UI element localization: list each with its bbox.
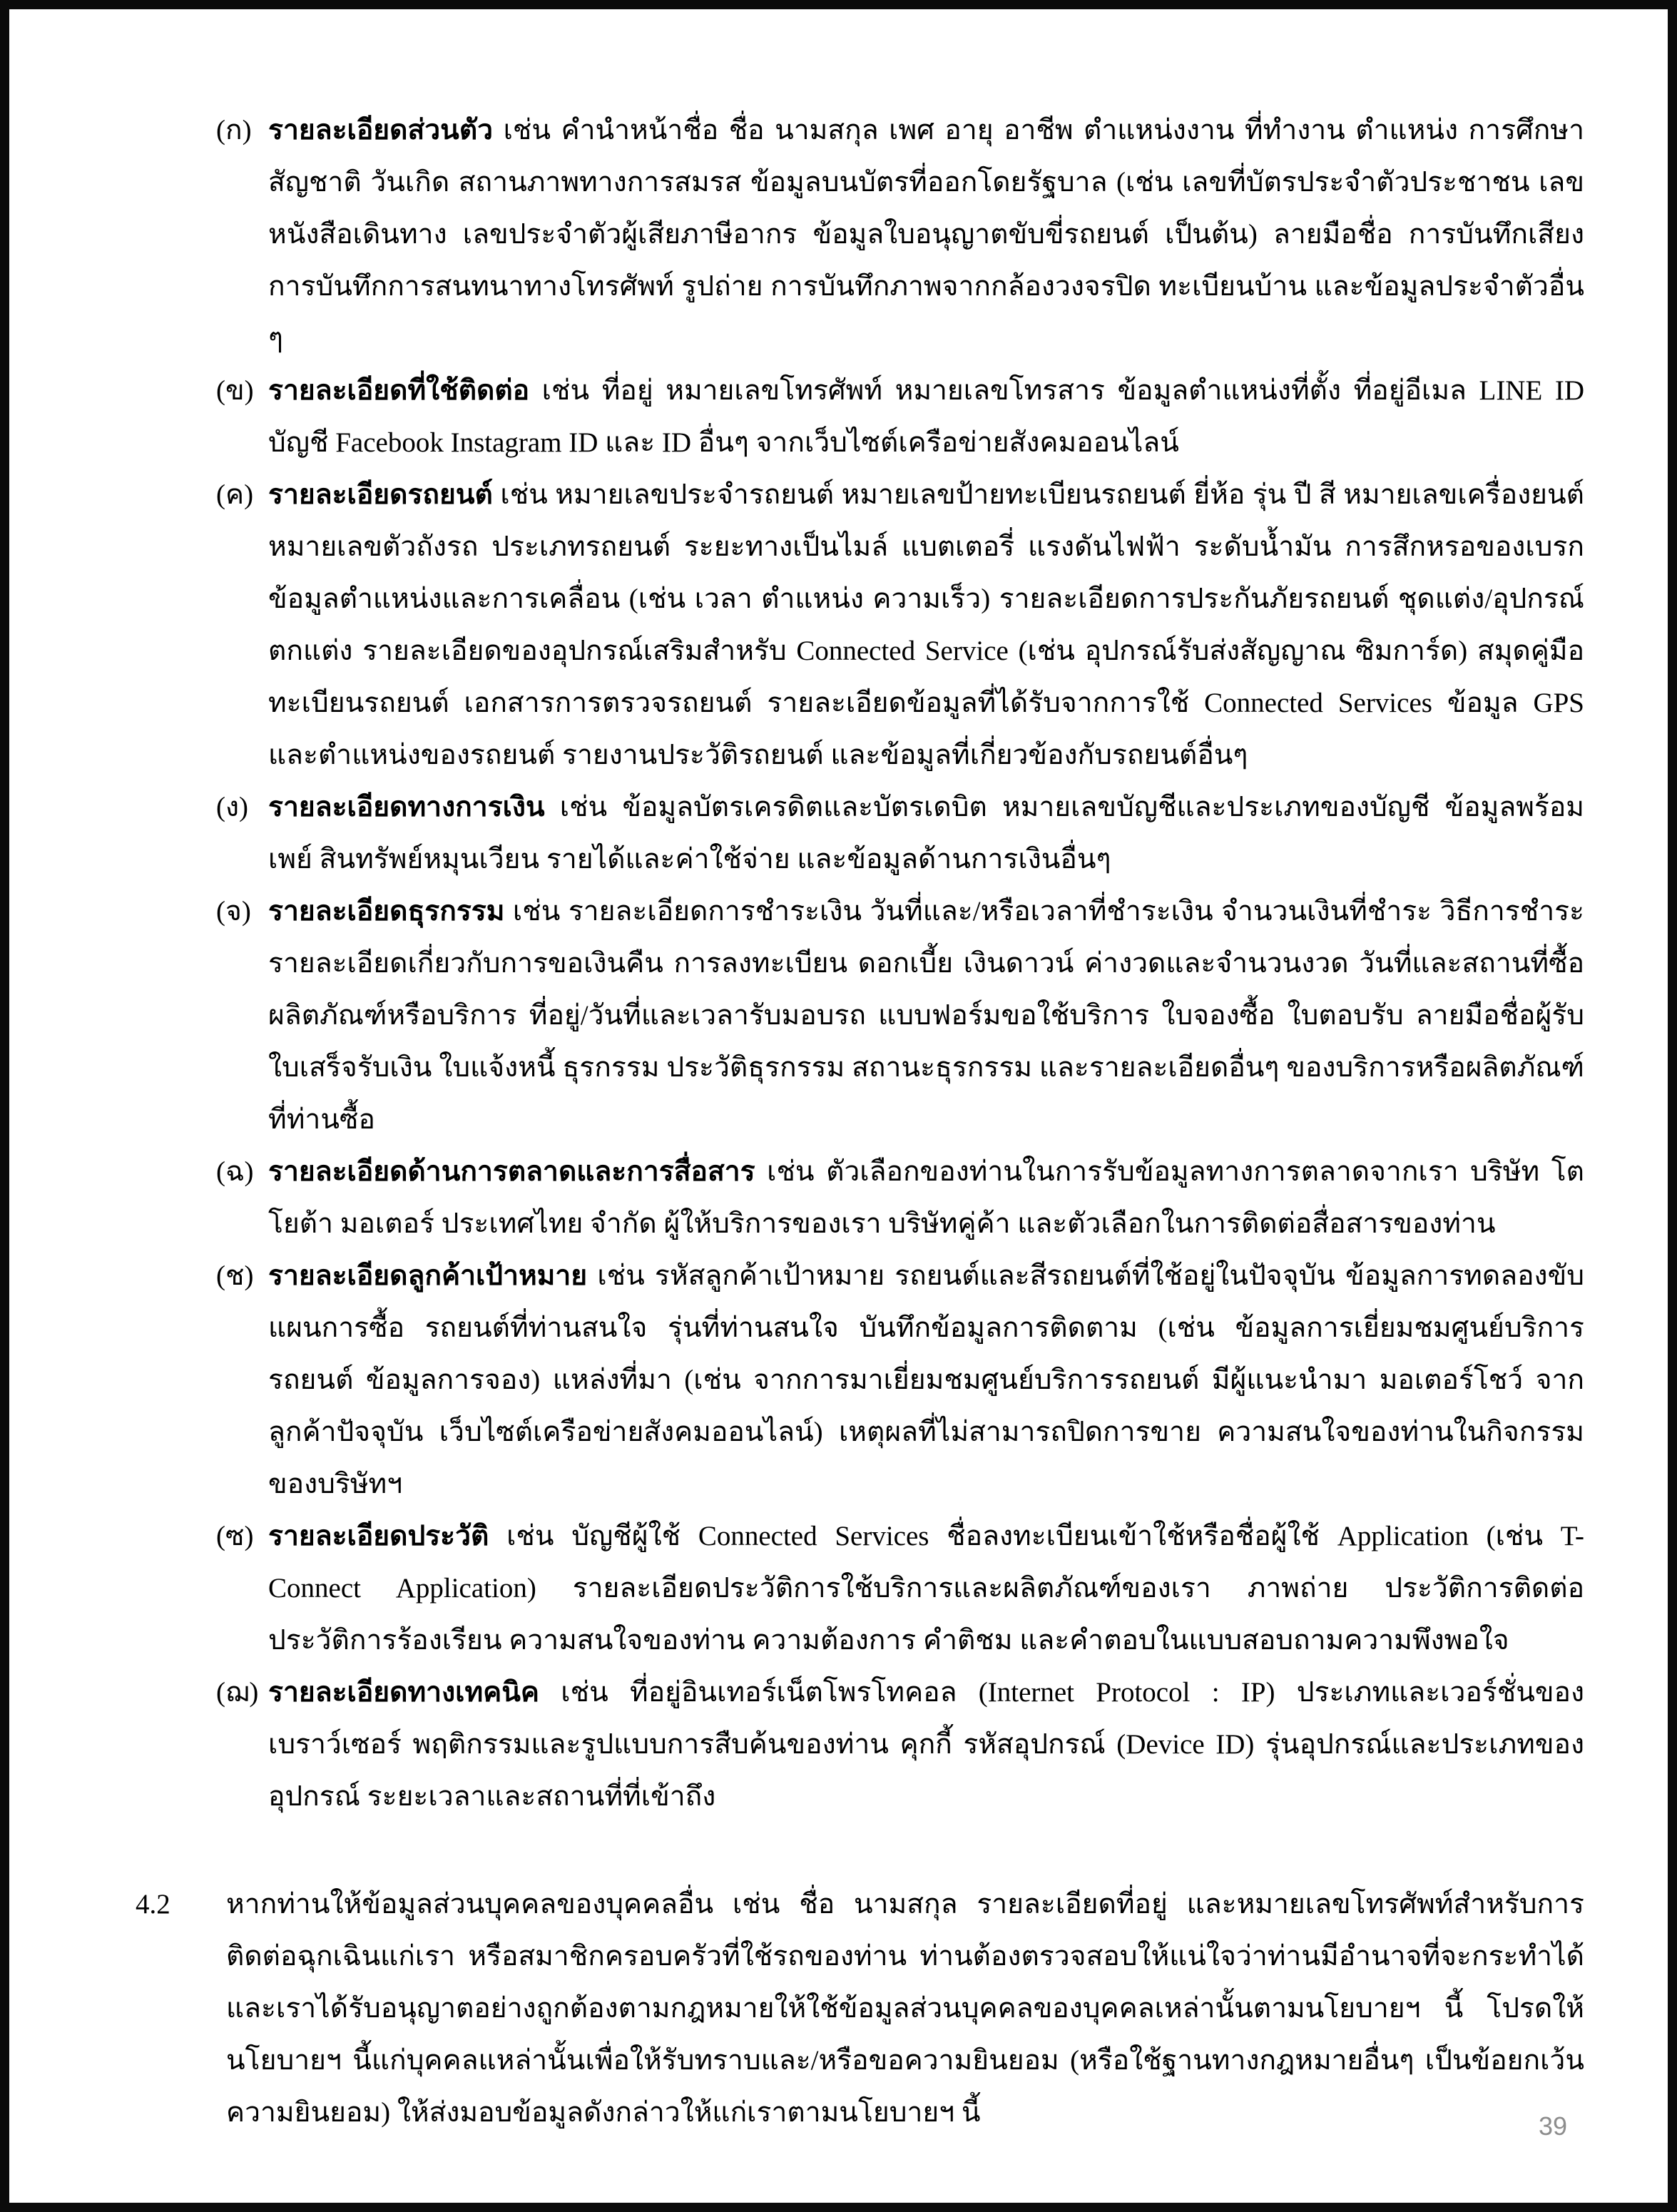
item-marker: (ฌ): [216, 1677, 259, 1708]
item-body: [268, 365, 1584, 469]
section-number: 4.2: [136, 1889, 170, 1920]
item-body: [268, 469, 1584, 781]
page-number: 39: [1538, 2111, 1567, 2141]
item-title: รายละเอียดส่วนตัว: [268, 115, 494, 146]
item-marker: (จ): [216, 896, 251, 927]
item-title: รายละเอียดลูกค้าเป้าหมาย: [268, 1260, 588, 1291]
item-text: เช่น ที่อยู่อินเทอร์เน็ตโพรโทคอล (Internet Protocol : IP) ประเภทและเวอร์ชั่นของเบราว์เซอร์ พฤติกรรมและรูปแบบการสืบค้นของท่าน คุกกี้ รหัสอุปกรณ์ (Device ID) รุ่นอุปกรณ์และประเภทของอุปกรณ์ ระยะเวลาและสถานที่ที่เข้าถึง: [268, 1677, 1584, 1812]
item-marker: (ข): [216, 375, 254, 406]
item-text: เช่น คำนำหน้าชื่อ ชื่อ นามสกุล เพศ อายุ อาชีพ ตำแหน่งงาน ที่ทำงาน ตำแหน่ง การศึกษา สัญชาติ วันเกิด สถานภาพทางการสมรส ข้อมูลบนบัตรที่ออกโดยรัฐบาล (เช่น เลขที่บัตรประจำตัวประชาชน เลขหนังสือเดินทาง เลขประจำตัวผู้เสียภาษีอากร ข้อมูลใบอนุญาตขับขี่รถยนต์ เป็นต้น) ลายมือชื่อ การบันทึกเสียง การบันทึกการสนทนาทางโทรศัพท์ รูปถ่าย การบันทึกภาพจากกล้องวงจรปิด ทะเบียนบ้าน และข้อมูลประจำตัวอื่น ๆ: [268, 115, 1584, 354]
item-body: [268, 1250, 1584, 1510]
item-body: [268, 1146, 1584, 1250]
item-marker: (ก): [216, 115, 252, 146]
item-text: เช่น ที่อยู่ หมายเลขโทรศัพท์ หมายเลขโทรสาร ข้อมูลตำแหน่งที่ตั้ง ที่อยู่อีเมล LINE ID บัญชี Facebook Instagram ID และ ID อื่นๆ จากเว็บไซต์เครือข่ายสังคมออนไลน์: [268, 375, 1584, 458]
item-text: เช่น รายละเอียดการชำระเงิน วันที่และ/หรือเวลาที่ชำระเงิน จำนวนเงินที่ชำระ วิธีการชำระ รายละเอียดเกี่ยวกับการขอเงินคืน การลงทะเบียน ดอกเบี้ย เงินดาวน์ ค่างวดและจำนวนงวด วันที่และสถานที่ซื้อผลิตภัณฑ์หรือบริการ ที่อยู่/วันที่และเวลารับมอบรถ แบบฟอร์มขอใช้บริการ ใบจองซื้อ ใบตอบรับ ลายมือชื่อผู้รับ ใบเสร็จรับเงิน ใบแจ้งหนี้ ธุรกรรม ประวัติธุรกรรม สถานะธุรกรรม และรายละเอียดอื่นๆ ของบริการหรือผลิตภัณฑ์ที่ท่านซื้อ: [268, 896, 1584, 1135]
item-body: [268, 104, 1584, 365]
item-text: เช่น ข้อมูลบัตรเครดิตและบัตรเดบิต หมายเลขบัญชีและประเภทของบัญชี ข้อมูลพร้อมเพย์ สินทรัพย์หมุนเวียน รายได้และค่าใช้จ่าย และข้อมูลด้านการเงินอื่นๆ: [268, 792, 1585, 875]
item-marker: (ง): [216, 792, 249, 822]
item-body: [268, 1666, 1584, 1823]
item-marker: (ช): [216, 1260, 254, 1291]
list-item: [136, 1666, 1584, 1823]
item-body: [268, 885, 1584, 1146]
item-text: เช่น บัญชีผู้ใช้ Connected Services ชื่อลงทะเบียนเข้าใช้หรือชื่อผู้ใช้ Application (เช่น T-Connect Application) รายละเอียดประวัติการใช้บริการและผลิตภัณฑ์ของเรา ภาพถ่าย ประวัติการติดต่อ ประวัติการร้องเรียน ความสนใจของท่าน ความต้องการ คำติชม และคำตอบในแบบสอบถามความพึงพอใจ: [268, 1521, 1584, 1656]
list-item: [136, 365, 1584, 469]
personal-data-list: [136, 104, 1584, 1823]
item-body: [268, 1510, 1584, 1666]
section-4-2: [136, 1878, 1584, 2139]
item-text: เช่น ตัวเลือกของท่านในการรับข้อมูลทางการตลาดจากเรา บริษัท โตโยต้า มอเตอร์ ประเทศไทย จำกัด ผู้ให้บริการของเรา บริษัทคู่ค้า และตัวเลือกในการติดต่อสื่อสารของท่าน: [268, 1156, 1584, 1239]
item-marker: (ค): [216, 479, 254, 510]
item-title: รายละเอียดที่ใช้ติดต่อ: [268, 375, 530, 406]
list-item: [136, 1146, 1584, 1250]
item-marker: (ฉ): [216, 1156, 254, 1187]
list-item: [136, 1510, 1584, 1666]
item-marker: (ซ): [216, 1521, 254, 1551]
item-title: รายละเอียดประวัติ: [268, 1521, 489, 1551]
list-item: [136, 104, 1584, 365]
item-title: รายละเอียดธุรกรรม: [268, 896, 505, 927]
list-item: [136, 1250, 1584, 1510]
list-item: [136, 885, 1584, 1146]
list-item: [136, 781, 1584, 885]
item-body: [268, 781, 1584, 885]
item-text: เช่น หมายเลขประจำรถยนต์ หมายเลขป้ายทะเบียนรถยนต์ ยี่ห้อ รุ่น ปี สี หมายเลขเครื่องยนต์ หมายเลขตัวถังรถ ประเภทรถยนต์ ระยะทางเป็นไมล์ แบตเตอรี่ แรงดันไฟฟ้า ระดับน้ำมัน การสึกหรอของเบรก ข้อมูลตำแหน่งและการเคลื่อน (เช่น เวลา ตำแหน่ง ความเร็ว) รายละเอียดการประกันภัยรถยนต์ ชุดแต่ง/อุปกรณ์ตกแต่ง รายละเอียดของอุปกรณ์เสริมสำหรับ Connected Service (เช่น อุปกรณ์รับส่งสัญญาณ ซิมการ์ด) สมุดคู่มือทะเบียนรถยนต์ เอกสารการตรวจรถยนต์ รายละเอียดข้อมูลที่ได้รับจากการใช้ Connected Services ข้อมูล GPS และตำแหน่งของรถยนต์ รายงานประวัติรถยนต์ และข้อมูลที่เกี่ยวข้องกับรถยนต์อื่นๆ: [268, 479, 1584, 770]
item-title: รายละเอียดทางเทคนิค: [268, 1677, 540, 1708]
item-text: เช่น รหัสลูกค้าเป้าหมาย รถยนต์และสีรถยนต์ที่ใช้อยู่ในปัจจุบัน ข้อมูลการทดลองขับ แผนการซื้อ รถยนต์ที่ท่านสนใจ รุ่นที่ท่านสนใจ บันทึกข้อมูลการติดตาม (เช่น ข้อมูลการเยี่ยมชมศูนย์บริการรถยนต์ ข้อมูลการจอง) แหล่งที่มา (เช่น จากการมาเยี่ยมชมศูนย์บริการรถยนต์ มีผู้แนะนำมา มอเตอร์โชว์ จากลูกค้าปัจจุบัน เว็บไซต์เครือข่ายสังคมออนไลน์) เหตุผลที่ไม่สามารถปิดการขาย ความสนใจของท่านในกิจกรรมของบริษัทฯ: [268, 1260, 1585, 1499]
list-item: [136, 469, 1584, 781]
item-title: รายละเอียดด้านการตลาดและการสื่อสาร: [268, 1156, 755, 1187]
page-content: [136, 104, 1584, 2139]
item-title: รายละเอียดทางการเงิน: [268, 792, 545, 822]
item-title: รายละเอียดรถยนต์: [268, 479, 493, 510]
section-text: หากท่านให้ข้อมูลส่วนบุคคลของบุคคลอื่น เช่น ชื่อ นามสกุล รายละเอียดที่อยู่ และหมายเลขโทรศัพท์สำหรับการติดต่อฉุกเฉินแก่เรา หรือสมาชิกครอบครัวที่ใช้รถของท่าน ท่านต้องตรวจสอบให้แน่ใจว่าท่านมีอำนาจที่จะกระทำได้และเราได้รับอนุญาตอย่างถูกต้องตามกฎหมายให้ใช้ข้อมูลส่วนบุคคลของบุคคลเหล่านั้นตามนโยบายฯ นี้ โปรดให้นโยบายฯ นี้แก่บุคคลแหล่านั้นเพื่อให้รับทราบและ/หรือขอความยินยอม (หรือใช้ฐานทางกฎหมายอื่นๆ เป็นข้อยกเว้นความยินยอม) ให้ส่งมอบข้อมูลดังกล่าวให้แก่เราตามนโยบายฯ นี้: [226, 1889, 1584, 2128]
